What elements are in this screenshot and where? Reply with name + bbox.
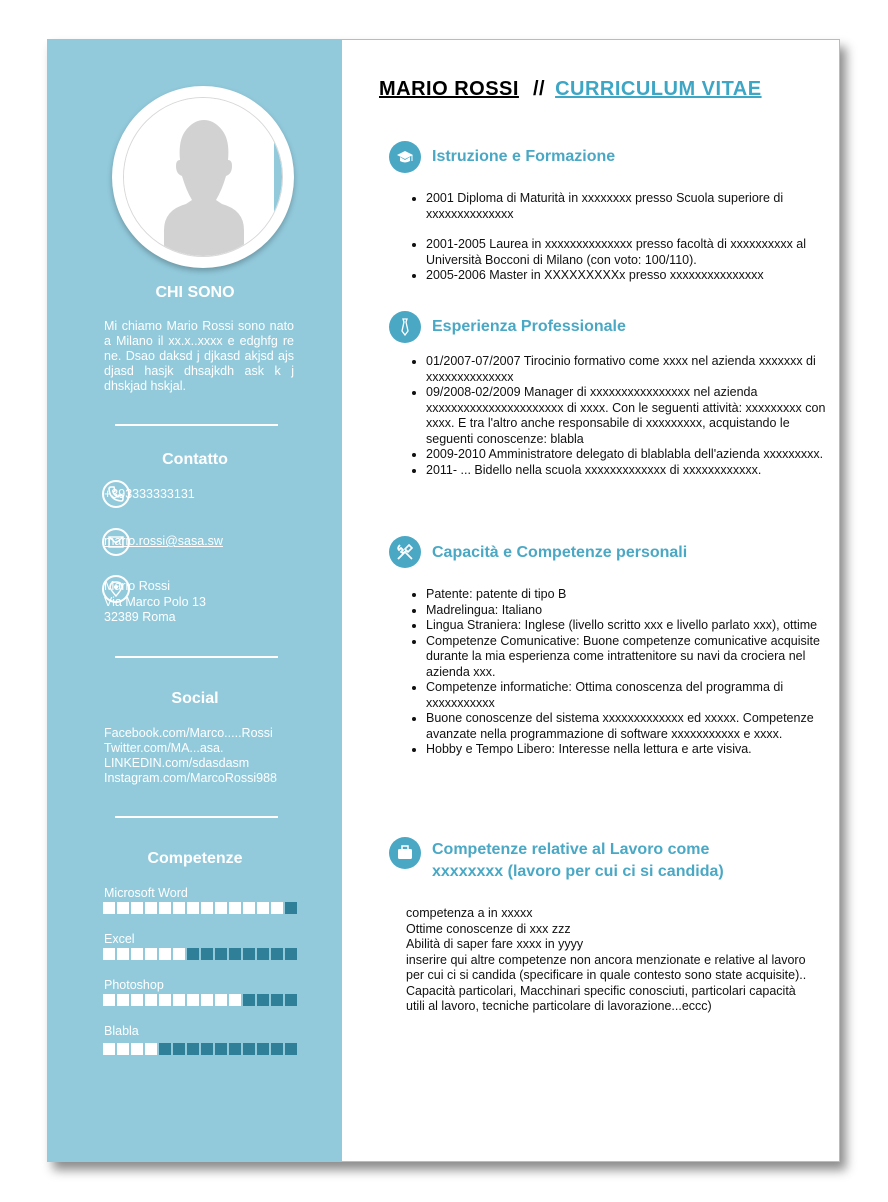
text-line: Ottime conoscenze di xxx zzz	[406, 921, 571, 936]
skill-segment-empty	[173, 1043, 185, 1055]
skill-label: Photoshop	[104, 978, 164, 992]
skill-segment-filled	[201, 994, 213, 1006]
skill-segment-filled	[131, 994, 143, 1006]
sidebar	[48, 40, 342, 1161]
about-text: Mi chiamo Mario Rossi sono nato a Milano il xx.x..xxxx e edghfg re ne. Dsao daksd j djkasd akjsd ajs djasd hasjk dhsajkdh ask k j dhskjad hskjal.	[104, 319, 294, 393]
skill-segment-empty	[271, 948, 283, 960]
skill-segment-empty	[285, 902, 297, 914]
skill-segment-empty	[257, 994, 269, 1006]
skill-segment-empty	[187, 1043, 199, 1055]
text-line: competenza a in xxxxx	[406, 906, 533, 920]
skill-segment-empty	[201, 1043, 213, 1055]
main-content	[342, 40, 839, 1161]
skill-segment-filled	[173, 902, 185, 914]
skill-segment-empty	[285, 1043, 297, 1055]
skill-segment-empty	[229, 948, 241, 960]
person-silhouette-icon	[124, 98, 283, 257]
skill-segment-empty	[229, 1043, 241, 1055]
education-title: Istruzione e Formazione	[432, 148, 616, 165]
skill-segment-filled	[117, 994, 129, 1006]
social-link-twitter[interactable]: Twitter.com/MA...asa.	[104, 741, 224, 755]
skill-bar	[103, 902, 297, 914]
skill-segment-empty	[285, 948, 297, 960]
social-link-instagram[interactable]: Instagram.com/MarcoRossi988	[104, 771, 277, 785]
contact-title: Contatto	[162, 451, 228, 468]
skill-segment-filled	[103, 948, 115, 960]
tie-icon	[389, 311, 421, 343]
social-link-linkedin[interactable]: LINKEDIN.com/sdasdasm	[104, 756, 250, 770]
skill-segment-empty	[243, 994, 255, 1006]
skill-segment-filled	[159, 948, 171, 960]
divider	[115, 816, 278, 818]
briefcase-icon	[389, 837, 421, 869]
list-item: • Madrelingua: Italiano	[426, 603, 836, 619]
skill-segment-filled	[257, 902, 269, 914]
skill-segment-filled	[173, 994, 185, 1006]
list-item: • Competenze informatiche: Ottima conoscenza del programma di xxxxxxxxxxx	[426, 680, 836, 711]
divider	[115, 424, 278, 426]
address-name: Mario Rossi	[104, 579, 170, 593]
skill-segment-empty	[215, 948, 227, 960]
list-item: • 2001 Diploma di Maturità in xxxxxxxx presso Scuola superiore di xxxxxxxxxxxxxx	[426, 191, 836, 222]
about-title: CHI SONO	[155, 284, 235, 301]
skill-bar	[103, 1043, 297, 1055]
skill-label: Excel	[104, 932, 135, 946]
job-skills-text	[406, 906, 816, 1015]
email-link[interactable]: mario.rossi@sasa.sw	[104, 534, 223, 548]
skill-segment-empty	[243, 948, 255, 960]
skill-segment-filled	[159, 994, 171, 1006]
list-item: • Patente: patente di tipo B	[426, 587, 836, 603]
skill-segment-empty	[271, 994, 283, 1006]
cv-name: MARIO ROSSI	[379, 78, 519, 100]
skill-segment-empty	[285, 994, 297, 1006]
skill-segment-filled	[229, 994, 241, 1006]
list-item: • 2009-2010 Amministratore delegato di blablabla dell'azienda xxxxxxxxx.	[426, 447, 836, 463]
job-skills-title-line2: xxxxxxxx (lavoro per cui ci si candida)	[432, 863, 724, 880]
skill-segment-filled	[103, 994, 115, 1006]
phone-number: +393333333131	[104, 487, 195, 501]
list-item: • 09/2008-02/2009 Manager di xxxxxxxxxxxxxxxx nel azienda xxxxxxxxxxxxxxxxxxxxxx di xxxx. Con le seguenti attività: xxxxxxxxx con xxxx. E tra l'altro anche responsabile di xxxxxxxxx, acquistando le seguenti conoscenze: blabla	[426, 385, 836, 447]
page-title	[379, 78, 762, 101]
skill-label: Microsoft Word	[104, 886, 188, 900]
skill-segment-empty	[257, 948, 269, 960]
list-item: • 01/2007-07/2007 Tirocinio formativo come xxxx nel azienda xxxxxxx di xxxxxxxxxxxxxx	[426, 354, 836, 385]
skill-segment-empty	[271, 1043, 283, 1055]
list-item: • 2005-2006 Master in XXXXXXXXXx presso xxxxxxxxxxxxxxx	[426, 268, 836, 284]
skill-segment-filled	[117, 1043, 129, 1055]
skill-segment-empty	[257, 1043, 269, 1055]
avatar	[123, 97, 283, 257]
skill-segment-empty	[201, 948, 213, 960]
skill-segment-filled	[159, 902, 171, 914]
list-item: • Buone conoscenze del sistema xxxxxxxxxxxxx ed xxxxx. Competenze avanzate nella programmazione di software xxxxxxxxxxx e xxxx.	[426, 711, 836, 742]
skill-segment-filled	[187, 994, 199, 1006]
skill-segment-filled	[117, 902, 129, 914]
skill-segment-empty	[159, 1043, 171, 1055]
text-line: Abilità di saper fare xxxx in yyyy	[406, 937, 584, 951]
list-item: • 2001-2005 Laurea in xxxxxxxxxxxxxx presso facoltà di xxxxxxxxxx al Università Bocconi di Milano (con voto: 100/110).	[426, 237, 836, 268]
list-item: • 2011- ... Bidello nella scuola xxxxxxxxxxxxx di xxxxxxxxxxxx.	[426, 463, 836, 479]
skill-segment-filled	[131, 1043, 143, 1055]
skills-title: Competenze	[147, 850, 243, 867]
experience-title: Esperienza Professionale	[432, 318, 626, 335]
skill-segment-filled	[201, 902, 213, 914]
divider	[115, 656, 278, 658]
skill-segment-empty	[243, 1043, 255, 1055]
list-item: • Lingua Straniera: Inglese (livello scritto xxx e livello parlato xxx), ottime	[426, 618, 836, 634]
skill-label: Blabla	[104, 1024, 139, 1038]
profile-photo-frame	[112, 86, 294, 268]
education-list	[406, 191, 836, 284]
job-skills-title-line1: Competenze relative al Lavoro come	[432, 841, 710, 858]
text-line: inserire qui altre competenze non ancora menzionate e relative al lavoro per cui ci si candida (specificare in quale contesto sono state acquisite).. Capacità particolari, Macchinari specific conosciuti, particolari capacità utili al lavoro, tecniche particolare di lavorazione...eccc)	[406, 952, 807, 1013]
skill-segment-filled	[103, 902, 115, 914]
list-item: • Hobby e Tempo Libero: Interesse nella lettura e arte visiva.	[426, 742, 836, 758]
list-item: • Competenze Comunicative: Buone competenze comunicative acquisite durante la mia esperienza come intrattenitore su navi da crociera nel azienda xxx.	[426, 634, 836, 681]
skill-segment-filled	[145, 902, 157, 914]
skill-segment-filled	[173, 948, 185, 960]
tools-icon	[389, 536, 421, 568]
skill-segment-filled	[131, 948, 143, 960]
skill-segment-empty	[215, 1043, 227, 1055]
experience-list	[406, 354, 836, 478]
cv-page	[47, 39, 840, 1162]
address-city: 32389 Roma	[104, 610, 176, 624]
skill-bar	[103, 948, 297, 960]
skill-segment-filled	[145, 994, 157, 1006]
personal-skills-title: Capacità e Competenze personali	[432, 544, 688, 561]
skill-bar	[103, 994, 297, 1006]
skill-segment-empty	[187, 948, 199, 960]
skill-segment-filled	[229, 902, 241, 914]
social-title: Social	[171, 690, 219, 707]
title-separator: //	[532, 78, 546, 100]
skill-segment-filled	[117, 948, 129, 960]
cv-heading: CURRICULUM VITAE	[555, 78, 762, 100]
skill-segment-filled	[271, 902, 283, 914]
skill-segment-filled	[243, 902, 255, 914]
skill-segment-filled	[187, 902, 199, 914]
skill-segment-filled	[145, 1043, 157, 1055]
personal-skills-list	[406, 587, 836, 758]
skill-segment-filled	[145, 948, 157, 960]
social-link-facebook[interactable]: Facebook.com/Marco.....Rossi	[104, 726, 273, 740]
graduation-cap-icon	[389, 141, 421, 173]
skill-segment-filled	[215, 902, 227, 914]
address-street: Via Marco Polo 13	[104, 595, 206, 609]
skill-segment-filled	[103, 1043, 115, 1055]
skill-segment-filled	[215, 994, 227, 1006]
job-skills-title	[432, 839, 724, 883]
skill-segment-filled	[131, 902, 143, 914]
